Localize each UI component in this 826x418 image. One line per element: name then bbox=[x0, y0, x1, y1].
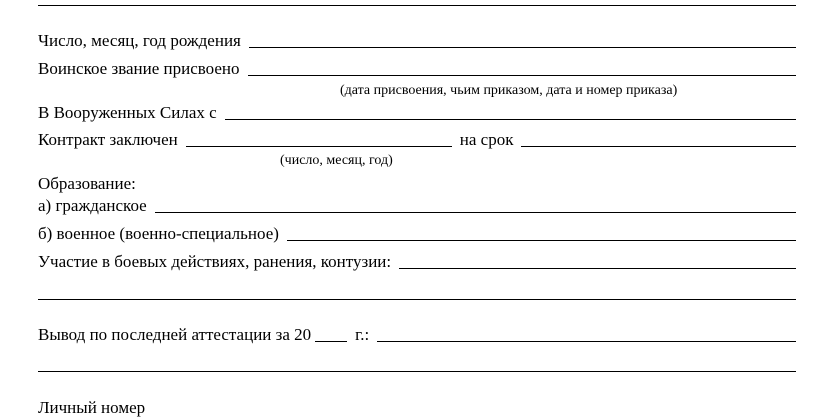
attestation-year-field[interactable] bbox=[315, 326, 347, 342]
combat-field[interactable] bbox=[399, 253, 796, 269]
combat-row bbox=[38, 252, 796, 272]
attestation-row bbox=[38, 325, 796, 345]
contract-label: Контракт заключен bbox=[38, 130, 178, 149]
armed-forces-field[interactable] bbox=[225, 104, 796, 120]
military-education-field[interactable] bbox=[287, 225, 796, 241]
contract-term-field[interactable] bbox=[521, 131, 796, 147]
education-label: Образование: bbox=[38, 174, 136, 193]
combat-continuation-line[interactable] bbox=[38, 299, 796, 300]
attestation-label-pre: Вывод по последней аттестации за 20 bbox=[38, 325, 312, 344]
birth-date-label: Число, месяц, год рождения bbox=[38, 31, 241, 50]
birth-date-field[interactable] bbox=[249, 32, 796, 48]
top-divider bbox=[38, 5, 796, 6]
contract-date-field[interactable] bbox=[186, 131, 452, 147]
rank-row bbox=[38, 59, 796, 79]
rank-label: Воинское звание присвоено bbox=[38, 59, 240, 78]
contract-hint: (число, месяц, год) bbox=[280, 153, 393, 168]
combat-label: Участие в боевых действиях, ранения, контузии: bbox=[38, 252, 392, 271]
civil-education-row bbox=[38, 196, 796, 216]
attestation-continuation-line[interactable] bbox=[38, 371, 796, 372]
civil-education-field[interactable] bbox=[155, 197, 796, 213]
military-education-label: б) военное (военно-специальное) bbox=[38, 224, 279, 243]
military-education-row bbox=[38, 224, 796, 244]
rank-field[interactable] bbox=[248, 60, 796, 76]
armed-forces-label: В Вооруженных Силах с bbox=[38, 103, 217, 122]
civil-education-label: а) гражданское bbox=[38, 196, 147, 215]
birth-date-row bbox=[38, 31, 796, 51]
personal-number-label: Личный номер bbox=[38, 398, 146, 417]
attestation-field[interactable] bbox=[377, 326, 796, 342]
rank-hint: (дата присвоения, чьим приказом, дата и номер приказа) bbox=[340, 83, 678, 98]
armed-forces-row bbox=[38, 103, 796, 123]
attestation-label-post: г.: bbox=[355, 325, 370, 344]
contract-term-label: на срок bbox=[459, 130, 514, 149]
contract-row bbox=[38, 130, 796, 150]
